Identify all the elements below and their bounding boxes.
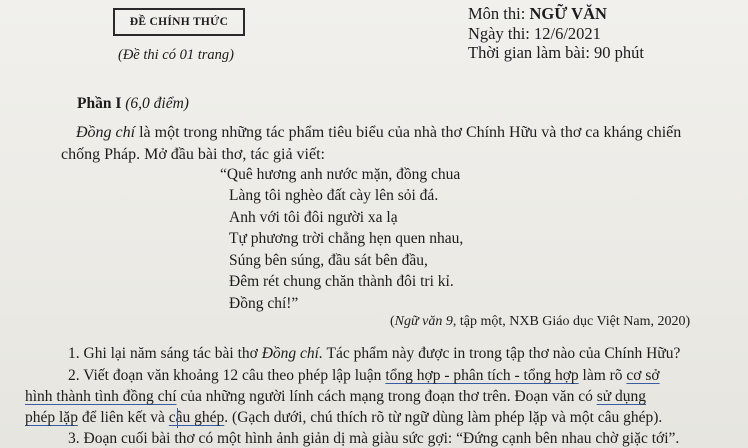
q1-text-a: 1. Ghi lại năm sáng tác bài thơ (68, 345, 262, 362)
poem-citation (390, 314, 690, 330)
citation-details: , tập một, NXB Giáo dục Việt Nam, 2020) (452, 314, 691, 329)
exam-date: Ngày thi: 12/6/2021 (468, 24, 601, 43)
subject-label: Môn thi: (468, 4, 530, 23)
intro-line-1 (76, 124, 681, 142)
intro-line-1-text: là một trong những tác phẩm tiêu biểu của nhà thơ Chính Hữu và thơ ca kháng chiến (135, 124, 682, 141)
question-2-line-1 (68, 367, 660, 385)
q2-l3-text-a: để liên kết và (77, 409, 169, 426)
q1-poem-title: Đồng chí. (261, 345, 323, 362)
q2-l2-underlined: hình thành tình đồng chí (25, 388, 177, 405)
question-2-line-2 (25, 388, 646, 406)
poem-line-7: Đồng chí!” (229, 295, 299, 312)
question-3: 3. Đoạn cuối bài thơ có một hình ảnh giản dị mà giàu sức gợi: “Đứng cạnh bên nhau chờ giặc tới”. (68, 430, 680, 447)
q2-l2-underlined-2: sử dụng (596, 388, 647, 405)
subject-value: NGỮ VĂN (529, 4, 607, 23)
q2-l3-text-b: . (Gạch dưới, chú thích rõ từ ngữ dùng làm phép lặp và một câu ghép). (224, 409, 663, 426)
question-1 (68, 345, 680, 363)
poem-line-4: Tự phương trời chẳng hẹn quen nhau, (229, 230, 464, 247)
official-exam-label (113, 8, 245, 36)
poem-line-3: Anh với tôi đôi người xa lạ (229, 209, 398, 226)
page-count-note: (Đề thi có 01 trang) (118, 47, 234, 63)
q2-l3-underlined-2: câu ghép (168, 409, 225, 426)
part-title (77, 95, 189, 113)
q2-l1-underlined-2: cơ sở (626, 367, 660, 384)
official-label-text: ĐỀ CHÍNH THỨC (129, 16, 229, 28)
q2-l3-underlined: phép lặp (25, 409, 78, 426)
pen-bracket-mark (177, 408, 178, 428)
citation-open: ( (390, 314, 395, 329)
intro-line-2: chống Pháp. Mở đầu bài thơ, tác giả viết: (61, 146, 325, 163)
poem-line-1: “Quê hương anh nước mặn, đồng chua (220, 166, 461, 183)
poem-line-6: Đêm rét chung chăn thành đôi tri kỉ. (229, 273, 454, 290)
q2-l1-text-a: 2. Viết đoạn văn khoảng 12 câu theo phép lập luận (68, 367, 386, 384)
question-2-line-3 (25, 409, 662, 427)
poem-title-italic: Đồng chí (76, 124, 136, 141)
q2-l1-underlined: tổng hợp - phân tích - tổng hợp (385, 367, 579, 384)
part-points: (6,0 điểm) (125, 95, 189, 112)
part-name: Phần I (77, 95, 122, 112)
poem-line-5: Súng bên súng, đầu sát bên đầu, (229, 252, 428, 269)
citation-book: Ngữ văn 9 (394, 314, 453, 329)
exam-duration: Thời gian làm bài: 90 phút (468, 43, 644, 62)
q2-l2-text: của những người lính cách mạng trong đoạn thơ trên. Đoạn văn có (176, 388, 597, 405)
q2-l1-text-b: làm rõ (578, 367, 627, 384)
subject-line (468, 4, 607, 24)
q1-text-b: Tác phẩm này được in trong tập thơ nào của Chính Hữu? (322, 345, 681, 362)
poem-line-2: Làng tôi nghèo đất cày lên sỏi đá. (229, 187, 439, 204)
